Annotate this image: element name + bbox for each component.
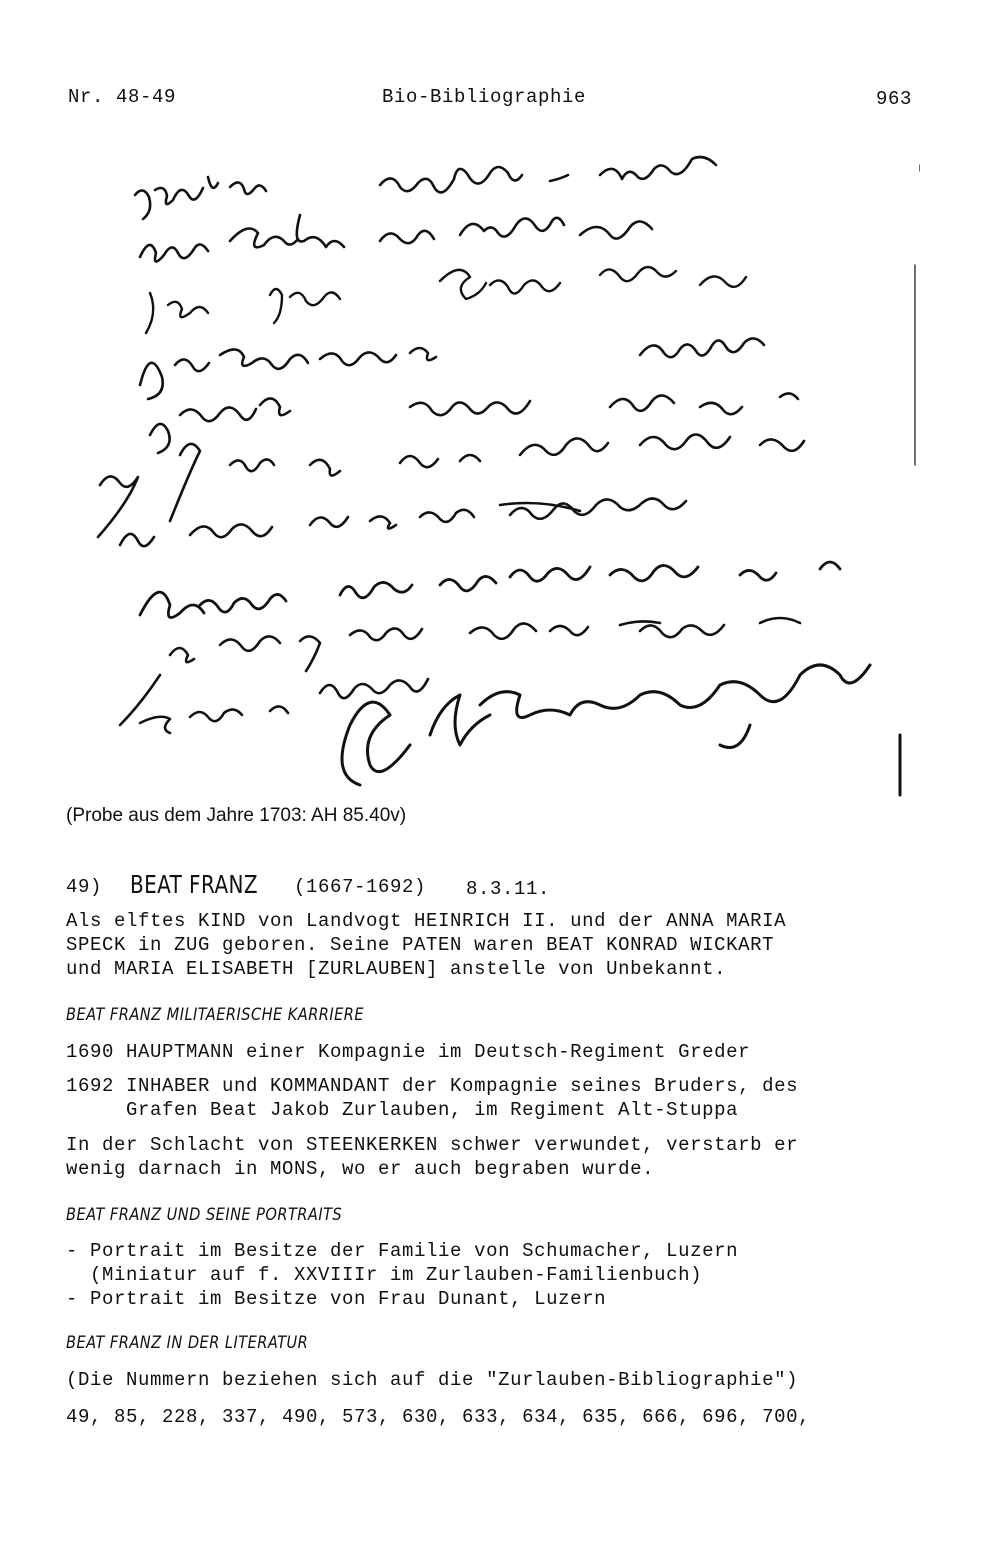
death-line: wenig darnach in MONS, wo er auch begraben wurde.: [66, 1158, 655, 1180]
portrait-list-item: - Portrait im Besitze von Frau Dunant, Luzern: [66, 1288, 607, 1310]
intro-line: und MARIA ELISABETH [ZURLAUBEN] anstelle von Unbekannt.: [66, 958, 727, 980]
handwritten-manuscript-image: [80, 145, 920, 800]
section-heading-literature: BEAT FRANZ IN DER LITERATUR: [66, 1333, 309, 1353]
entry-name: BEAT FRANZ: [130, 870, 258, 899]
section-heading-career: BEAT FRANZ MILITAERISCHE KARRIERE: [66, 1005, 365, 1025]
intro-line: SPECK in ZUG geboren. Seine PATEN waren BEAT KONRAD WICKART: [66, 934, 775, 956]
intro-line: Als elftes KIND von Landvogt HEINRICH II. und der ANNA MARIA: [66, 910, 787, 932]
career-entry: 1692 INHABER und KOMMANDANT der Kompagnie seines Bruders, des: [66, 1075, 799, 1097]
literature-numbers: 49, 85, 228, 337, 490, 573, 630, 633, 634, 635, 666, 696, 700,: [66, 1406, 811, 1428]
career-entry-continuation: Grafen Beat Jakob Zurlauben, im Regiment Alt-Stuppa: [66, 1099, 739, 1121]
literature-note: (Die Nummern beziehen sich auf die "Zurlauben-Bibliographie"): [66, 1369, 799, 1391]
career-entry: 1690 HAUPTMANN einer Kompagnie im Deutsch-Regiment Greder: [66, 1041, 751, 1063]
death-line: In der Schlacht von STEENKERKEN schwer verwundet, verstarb er: [66, 1134, 799, 1156]
running-header-title: Bio-Bibliographie: [382, 86, 587, 108]
entry-number: 49): [66, 876, 103, 898]
portrait-list-item: (Miniatur auf f. XXVIIIr im Zurlauben-Familienbuch): [66, 1264, 703, 1286]
manuscript-caption: (Probe aus dem Jahre 1703: AH 85.40v): [66, 805, 407, 826]
portrait-list-item: - Portrait im Besitze der Familie von Schumacher, Luzern: [66, 1240, 739, 1262]
section-heading-portraits: BEAT FRANZ UND SEINE PORTRAITS: [66, 1205, 343, 1225]
entry-years: (1667-1692): [294, 876, 427, 898]
entry-code: 8.3.11.: [466, 878, 551, 900]
page-number: 963: [876, 88, 913, 110]
running-header-left: Nr. 48-49: [68, 86, 177, 108]
